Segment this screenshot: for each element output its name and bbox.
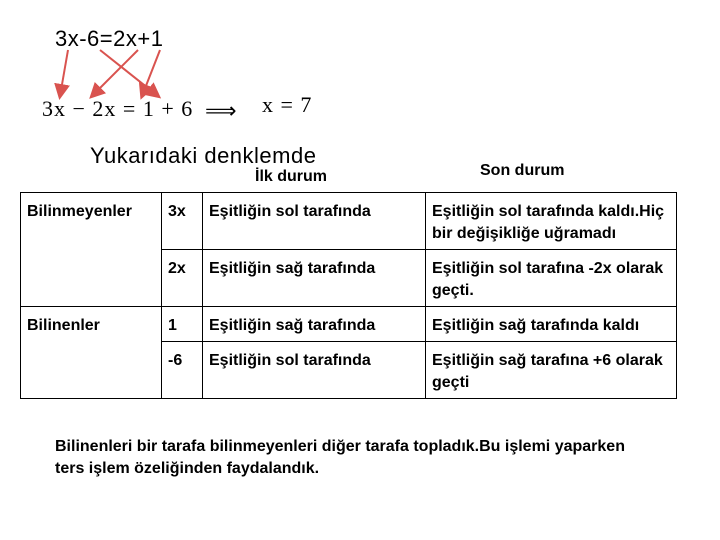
implies-arrow: ⟹	[205, 98, 237, 123]
arrow-3x	[60, 50, 68, 96]
arrow-minus6	[100, 50, 158, 96]
original-equation: 3x-6=2x+1	[55, 26, 164, 51]
summary-note: Bilinenleri bir tarafa bilinmeyenleri diğer tarafa topladık.Bu işlemi yaparken ters işlem özeliğinden faydalandık.	[55, 438, 625, 477]
arrow-2x	[92, 50, 138, 96]
term-cell: 3x	[162, 193, 203, 250]
group-label: Bilinmeyenler	[21, 193, 162, 307]
final-cell: Eşitliğin sağ tarafına +6 olarak geçti	[426, 342, 677, 399]
initial-cell: Eşitliğin sol tarafında	[203, 342, 426, 399]
term-cell: 2x	[162, 250, 203, 307]
term-table	[20, 192, 677, 399]
term-cell: 1	[162, 307, 203, 342]
heading: Yukarıdaki denklemde	[90, 143, 317, 168]
equation-result: x = 7	[262, 92, 313, 117]
column-initial-header: İlk durum	[255, 168, 328, 185]
column-final-header: Son durum	[480, 162, 565, 179]
table-row	[21, 307, 677, 342]
arrow-1	[142, 50, 160, 96]
term-cell: -6	[162, 342, 203, 399]
initial-cell: Eşitliğin sol tarafında	[203, 193, 426, 250]
table-row	[21, 193, 677, 250]
final-cell: Eşitliğin sol tarafına -2x olarak geçti.	[426, 250, 677, 307]
initial-cell: Eşitliğin sağ tarafında	[203, 307, 426, 342]
group-label: Bilinenler	[21, 307, 162, 399]
initial-cell: Eşitliğin sağ tarafında	[203, 250, 426, 307]
final-cell: Eşitliğin sağ tarafında kaldı	[426, 307, 677, 342]
rearranged-equation: 3x − 2x = 1 + 6	[42, 96, 194, 121]
final-cell: Eşitliğin sol tarafında kaldı.Hiç bir değişikliğe uğramadı	[426, 193, 677, 250]
